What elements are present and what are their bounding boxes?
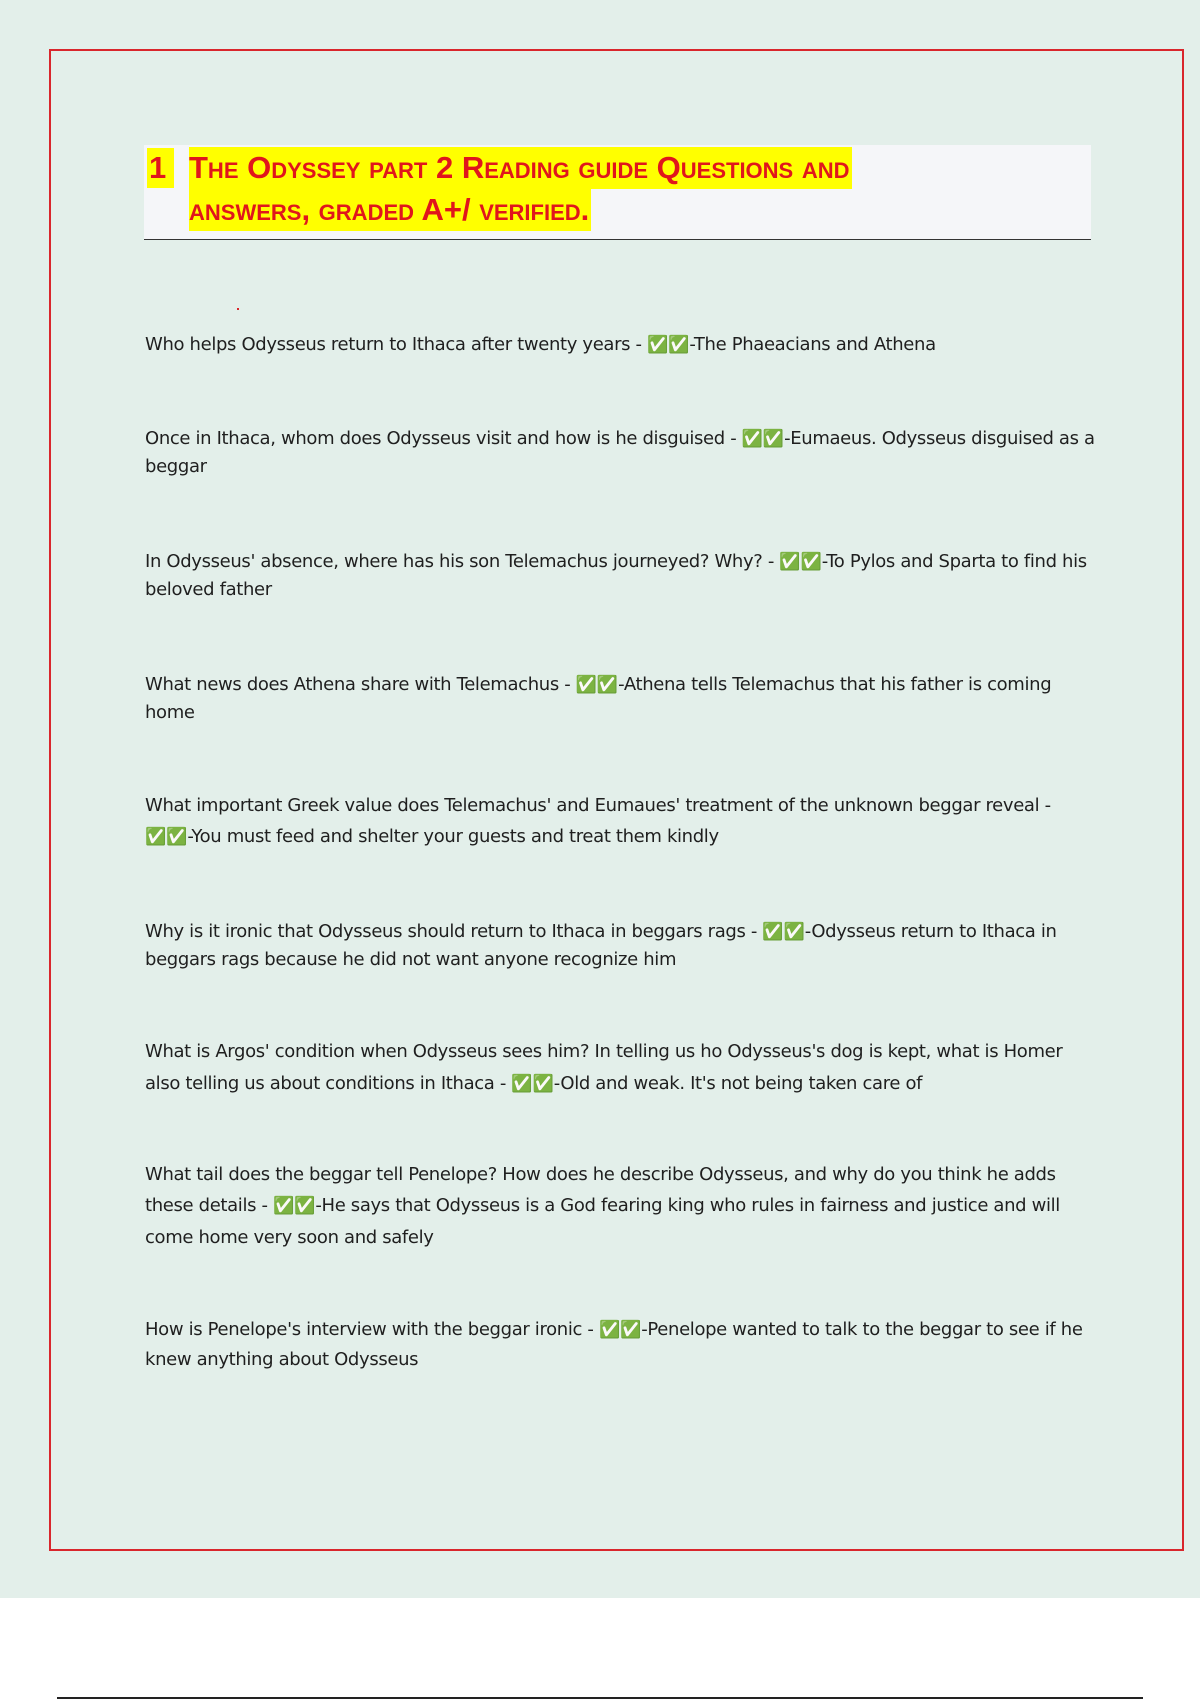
double-check-icon: ✅✅ [575, 675, 619, 695]
question-text: Why is it ironic that Odysseus should return to Ithaca in beggars rags - [145, 921, 757, 942]
answer-text: -Eumaeus. Odysseus disguised as a beggar [145, 428, 1095, 477]
heading-title-line-2: answers, graded A+/ verified. [189, 189, 591, 231]
stray-dot [237, 308, 239, 310]
question-text: How is Penelope's interview with the beggar ironic - [145, 1319, 594, 1340]
answer-text: -Penelope wanted to talk to the beggar to see if he knew anything about Odysseus [145, 1319, 1083, 1370]
answer-text: -He says that Odysseus is a God fearing king who rules in fairness and justice and will come home very soon and safely [145, 1195, 1060, 1248]
question-text: What news does Athena share with Telemachus - [145, 674, 571, 695]
question-text: In Odysseus' absence, where has his son Telemachus journeyed? Why? - [145, 551, 774, 572]
heading-title-line-1: The Odyssey part 2 Reading guide Questions and [189, 147, 852, 189]
double-check-icon: ✅✅ [598, 1320, 642, 1340]
double-check-icon: ✅✅ [779, 552, 822, 572]
answer-text: -You must feed and shelter your guests and treat them kindly [187, 826, 719, 847]
answer-text: -Athena tells Telemachus that his father is coming home [145, 674, 1052, 723]
question-text: What is Argos' condition when Odysseus sees him? In telling us ho Odysseus's dog is kept, what is Homer also telling us about conditions in Ithaca - [145, 1041, 1063, 1094]
answer-text: -The Phaeacians and Athena [689, 334, 936, 355]
qa-item-1 [145, 331, 1095, 359]
question-text: What tail does the beggar tell Penelope? How does he describe Odysseus, and why do you think he adds these details - [145, 1164, 1056, 1216]
qa-item-6 [145, 918, 1095, 974]
answer-text: -To Pylos and Sparta to find his beloved father [145, 551, 1087, 600]
question-text: Who helps Odysseus return to Ithaca after twenty years - [145, 334, 642, 355]
double-check-icon: ✅✅ [741, 429, 785, 449]
double-check-icon: ✅✅ [511, 1074, 554, 1094]
qa-item-2 [145, 425, 1095, 481]
qa-item-7 [145, 1036, 1095, 1100]
qa-item-9 [145, 1315, 1095, 1375]
qa-item-5 [145, 790, 1095, 853]
qa-item-4 [145, 671, 1095, 727]
double-check-icon: ✅✅ [273, 1196, 316, 1216]
answer-text: -Old and weak. It's not being taken care of [553, 1073, 923, 1094]
double-check-icon: ✅✅ [762, 922, 805, 942]
double-check-icon: ✅✅ [145, 827, 188, 847]
question-text: What important Greek value does Telemachus' and Eumaues' treatment of the unknown beggar reveal - [145, 795, 1051, 816]
qa-item-3 [145, 548, 1095, 604]
double-check-icon: ✅✅ [647, 335, 690, 355]
heading-number: 1 [147, 148, 174, 188]
footer-rule [57, 1697, 1143, 1699]
qa-item-8 [145, 1159, 1095, 1253]
answer-text: -Odysseus return to Ithaca in beggars rags because he did not want anyone recognize him [145, 921, 1057, 970]
question-text: Once in Ithaca, whom does Odysseus visit and how is he disguised - [145, 428, 737, 449]
